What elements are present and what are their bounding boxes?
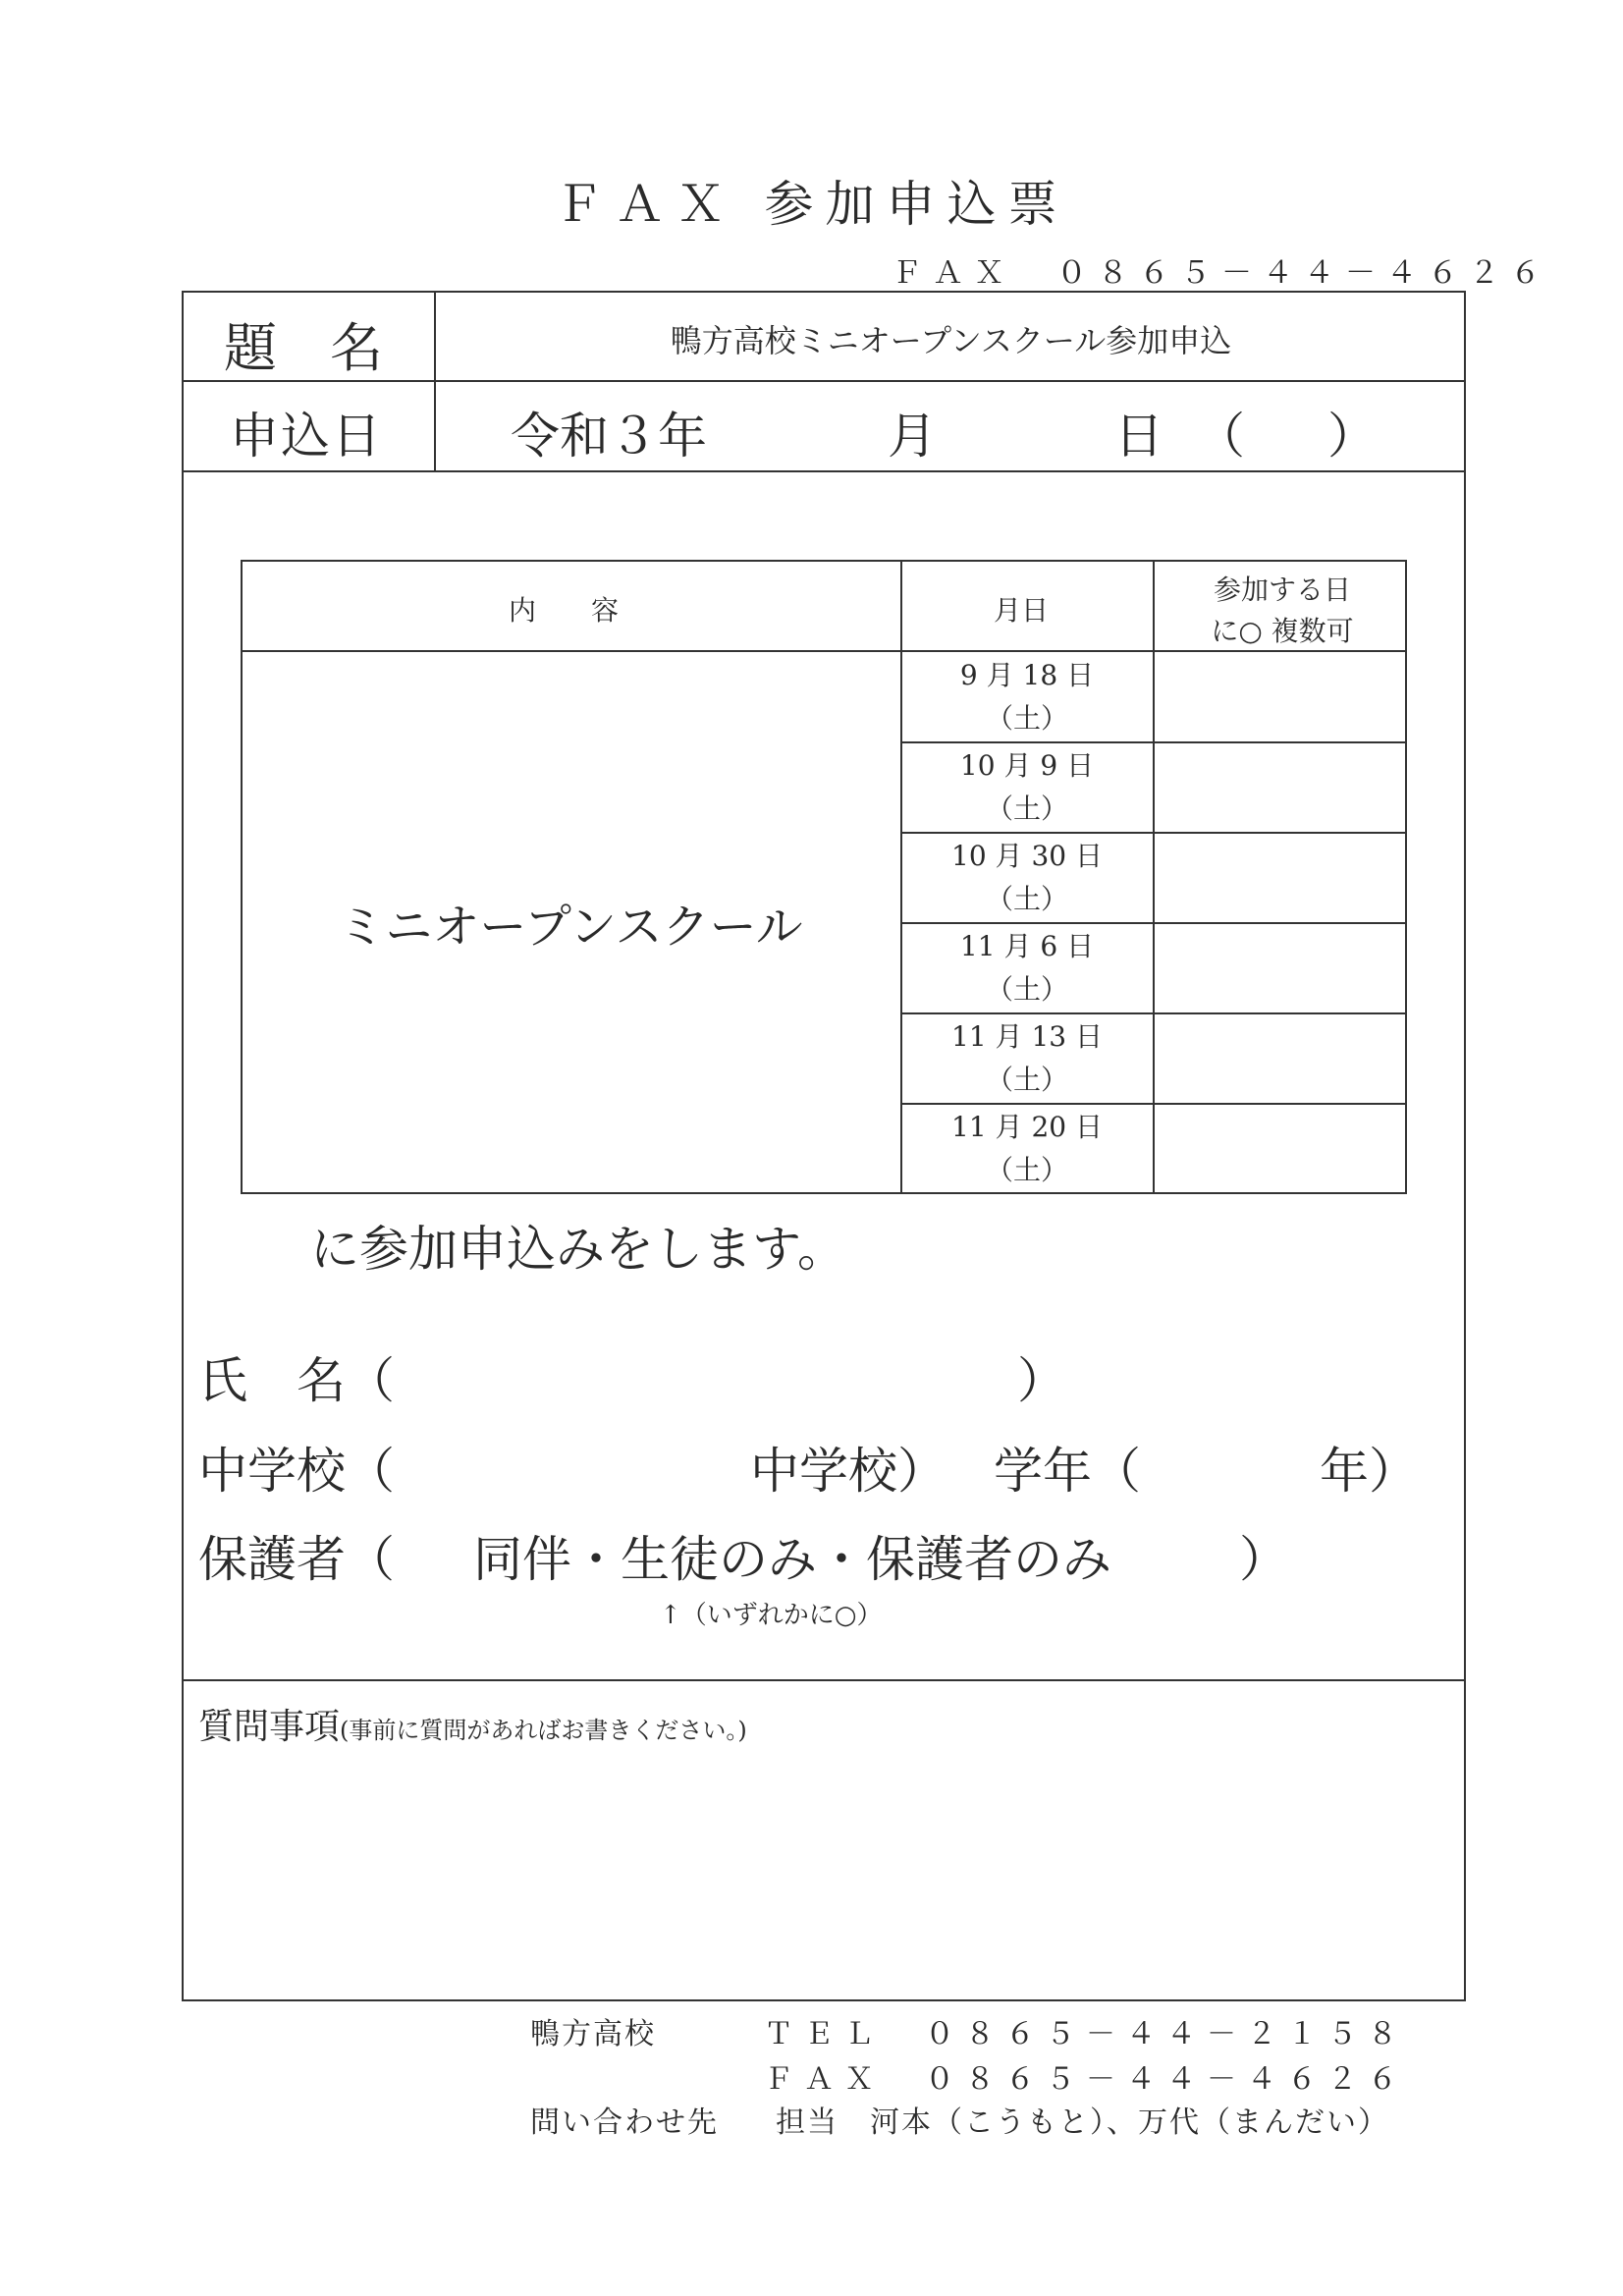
name-label: 氏 名（ (198, 1352, 395, 1409)
subject-value: 鴨方高校ミニオープンスクール参加申込 (670, 322, 1232, 359)
header-attend-line2: に○ 複数可 (1211, 615, 1354, 647)
header-attend (1159, 570, 1406, 652)
apply-statement: に参加申込みをします。 (310, 1221, 846, 1278)
date-label: 11 月 20 日 (951, 1111, 1103, 1143)
attend-check-cell[interactable] (1155, 924, 1405, 1011)
date-cell (901, 925, 1153, 1011)
attend-check-cell[interactable] (1155, 743, 1405, 831)
grade-suffix: 年） (1320, 1443, 1418, 1500)
footer-fax: ＦＡＸ ０８６５－４４－４６２６ (764, 2062, 1408, 2097)
attend-check-cell[interactable] (1155, 652, 1405, 740)
divider (182, 470, 1466, 472)
attend-check-cell[interactable] (1155, 1014, 1405, 1102)
guardian-note: ↑（いずれかに○） (660, 1601, 883, 1630)
footer-school: 鴨方高校 (530, 2017, 656, 2051)
questions-label (198, 1699, 747, 1749)
form-title: ＦＡＸ 参加申込票 (554, 176, 1069, 233)
header-date: 月日 (994, 594, 1050, 627)
footer-contact-label: 問い合わせ先 (530, 2105, 719, 2140)
date-cell (901, 1015, 1153, 1102)
date-label: 10 月 30 日 (951, 840, 1103, 872)
subject-label: 題 名 (224, 317, 383, 379)
apply-date-weekday-close: ） (1327, 408, 1377, 465)
school-label: 中学校（ (198, 1443, 395, 1500)
weekday-label: （土） (985, 702, 1068, 735)
footer-contact-person: 担当 河本（こうもと）、万代（まんだい） (776, 2105, 1389, 2140)
date-cell (901, 744, 1153, 831)
fax-number-top: ＦＡＸ ０８６５－４４－４６２６ (892, 255, 1551, 291)
weekday-label: （土） (985, 793, 1068, 825)
weekday-label: （土） (985, 1154, 1068, 1186)
header-content: 内 容 (509, 594, 620, 627)
grade-label: 学年（ (994, 1443, 1141, 1500)
date-label: 9 月 18 日 (959, 659, 1095, 691)
apply-date-weekday-open[interactable]: （ (1196, 408, 1245, 465)
divider (182, 1679, 1466, 1681)
attend-check-cell[interactable] (1155, 1105, 1405, 1192)
date-label: 11 月 13 日 (951, 1020, 1103, 1053)
apply-date-label: 申込日 (230, 408, 383, 465)
weekday-label: （土） (985, 973, 1068, 1006)
weekday-label: （土） (985, 883, 1068, 915)
header-attend-line1: 参加する日 (1213, 574, 1351, 606)
questions-field[interactable] (196, 1758, 1453, 1990)
questions-note: (事前に質問があればお書きください。) (340, 1717, 747, 1744)
name-close: ） (1017, 1352, 1066, 1409)
school-suffix: 中学校） (750, 1443, 947, 1500)
date-cell (901, 1106, 1153, 1192)
school-field[interactable] (412, 1432, 746, 1495)
guardian-options[interactable]: 同伴・生徒のみ・保護者のみ (473, 1531, 1111, 1588)
weekday-label: （土） (985, 1064, 1068, 1096)
date-cell (901, 835, 1153, 921)
date-label: 11 月 6 日 (959, 930, 1095, 962)
guardian-close: ） (1239, 1531, 1288, 1588)
grade-field[interactable] (1159, 1432, 1316, 1495)
guardian-label: 保護者（ (198, 1531, 395, 1588)
date-cell (901, 654, 1153, 740)
apply-date-era: 令和３年 (511, 408, 707, 465)
event-name: ミニオープンスクール (338, 900, 803, 955)
questions-title: 質問事項 (198, 1707, 341, 1747)
footer-tel: ＴＥＬ ０８６５－４４－２１５８ (764, 2017, 1408, 2051)
name-field[interactable] (412, 1341, 1011, 1404)
attend-check-cell[interactable] (1155, 834, 1405, 921)
apply-date-day[interactable]: 日 (1114, 408, 1163, 465)
apply-date-month[interactable]: 月 (888, 408, 937, 465)
date-label: 10 月 9 日 (959, 749, 1095, 782)
